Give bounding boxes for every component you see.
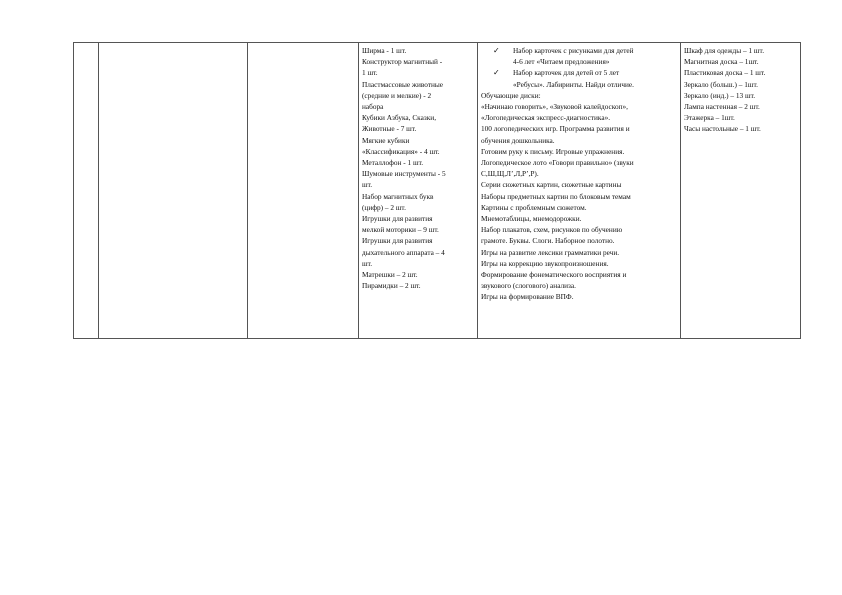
cell-text-line: Шкаф для одежды – 1 шт. — [684, 46, 765, 55]
cell-text-line: Мнемотаблицы, мнемодорожки. — [481, 214, 582, 224]
cell-text-line: Игры на коррекцию звукопроизношения. — [481, 258, 609, 268]
cell-text-line: Животные - 7 шт. — [362, 124, 417, 134]
cell-text-line: обучения дошкольника. — [481, 135, 555, 145]
cell-text-line: грамоте. Буквы. Слоги. Наборное полотно. — [481, 236, 615, 246]
cell-text-line: мелкой моторики – 9 шт. — [362, 225, 439, 235]
cell-text-line: (средние и мелкие) - 2 — [362, 90, 432, 100]
cell-text-line: Формирование фонематического восприятия и — [481, 270, 627, 280]
checklist-item-text: Набор карточек для детей от 5 лет — [513, 68, 620, 78]
cell-text-line: Картины с проблемным сюжетом. — [481, 202, 587, 212]
cell-text-line: 100 логопедических игр. Программа развития и — [481, 124, 630, 134]
equipment-table — [73, 42, 801, 339]
cell-text-line: Игрушки для развития — [362, 214, 433, 224]
checklist-item-text: «Ребусы». Лабиринты. Найди отличие. — [513, 79, 634, 89]
cell-text-line: Игры на развитие лексики грамматики речи. — [481, 247, 620, 257]
cell-text-line: Пластиковая доска – 1 шт. — [684, 68, 766, 78]
cell-text-line: Игрушки для развития — [362, 236, 433, 246]
cell-text-line: Ширма - 1 шт. — [362, 46, 407, 55]
cell-text-line: 1 шт. — [362, 68, 378, 78]
cell-text-line: Конструктор магнитный - — [362, 57, 443, 67]
cell-text-line: Кубики Азбука, Сказки, — [362, 113, 437, 123]
checklist-item — [493, 45, 677, 67]
cell-text-line: Магнитная доска – 1шт. — [684, 57, 759, 67]
checklist-item-text: 4-6 лет «Читаем предложения» — [513, 57, 610, 67]
cell-text-line: Лампа настенная – 2 шт. — [684, 102, 760, 112]
checkmark-icon: ✓ — [493, 68, 500, 78]
cell-text-line: С,Ш,Щ,Л’,Л,Р’,Р). — [481, 169, 539, 179]
furniture-cell — [681, 43, 801, 339]
cell-text-line: Металлофон - 1 шт. — [362, 158, 424, 168]
cell-text-line: Зеркало (инд.) – 13 шт. — [684, 90, 756, 100]
cell-text-line: дыхательного аппарата – 4 — [362, 247, 445, 257]
cell-text-line: «Начинаю говорить», «Звуковой калейдоскоп», — [481, 102, 628, 112]
cell-text-line: Готовим руку к письму. Игровые упражнения. — [481, 146, 625, 156]
cell-text-line: шт. — [362, 258, 373, 268]
cell-text-line: Логопедическое лото «Говори правильно» (звуки — [481, 158, 634, 168]
cell-text-line: Обучающие диски: — [481, 90, 541, 100]
cell-text-line: шт. — [362, 180, 373, 190]
cell-text-line: Часы настольные – 1 шт. — [684, 124, 761, 134]
checkmark-icon: ✓ — [493, 46, 500, 55]
cell-text-line: Набор плакатов, схем, рисунков по обучению — [481, 225, 623, 235]
checklist — [481, 45, 677, 90]
cell-text-line: Игры на формирование ВПФ. — [481, 292, 574, 302]
materials-list — [481, 90, 677, 303]
table-row — [74, 43, 801, 339]
cell-text-line: (цифр) – 2 шт. — [362, 202, 406, 212]
cell-text-line: Серии сюжетных картин, сюжетные картины — [481, 180, 622, 190]
cell-text-line: Матрешки – 2 шт. — [362, 270, 418, 280]
cell-text-line: Мягкие кубики — [362, 135, 410, 145]
empty-cell-2 — [99, 43, 248, 339]
cell-text-line: Пирамидки – 2 шт. — [362, 281, 421, 291]
toys-cell — [359, 43, 478, 339]
cell-text-line: звукового (слогового) анализа. — [481, 281, 576, 291]
cell-text-line: Шумовые инструменты - 5 — [362, 169, 446, 179]
cell-text-line: Пластмассовые животные — [362, 79, 444, 89]
cell-text-line: «Логопедическая экспресс-диагностика». — [481, 113, 611, 123]
checklist-item — [493, 67, 677, 89]
cell-text-line: Зеркало (больш.) – 1шт. — [684, 79, 758, 89]
didactic-materials-cell — [478, 43, 681, 339]
checklist-item-text: Набор карточек с рисунками для детей — [513, 46, 634, 55]
cell-text-line: Этажерка – 1шт. — [684, 113, 735, 123]
empty-cell-3 — [248, 43, 359, 339]
empty-cell-1 — [74, 43, 99, 339]
cell-text-line: «Классификация» - 4 шт. — [362, 146, 440, 156]
cell-text-line: Набор магнитных букв — [362, 191, 434, 201]
cell-text-line: набора — [362, 102, 384, 112]
cell-text-line: Наборы предметных картин по блоковым темам — [481, 191, 631, 201]
